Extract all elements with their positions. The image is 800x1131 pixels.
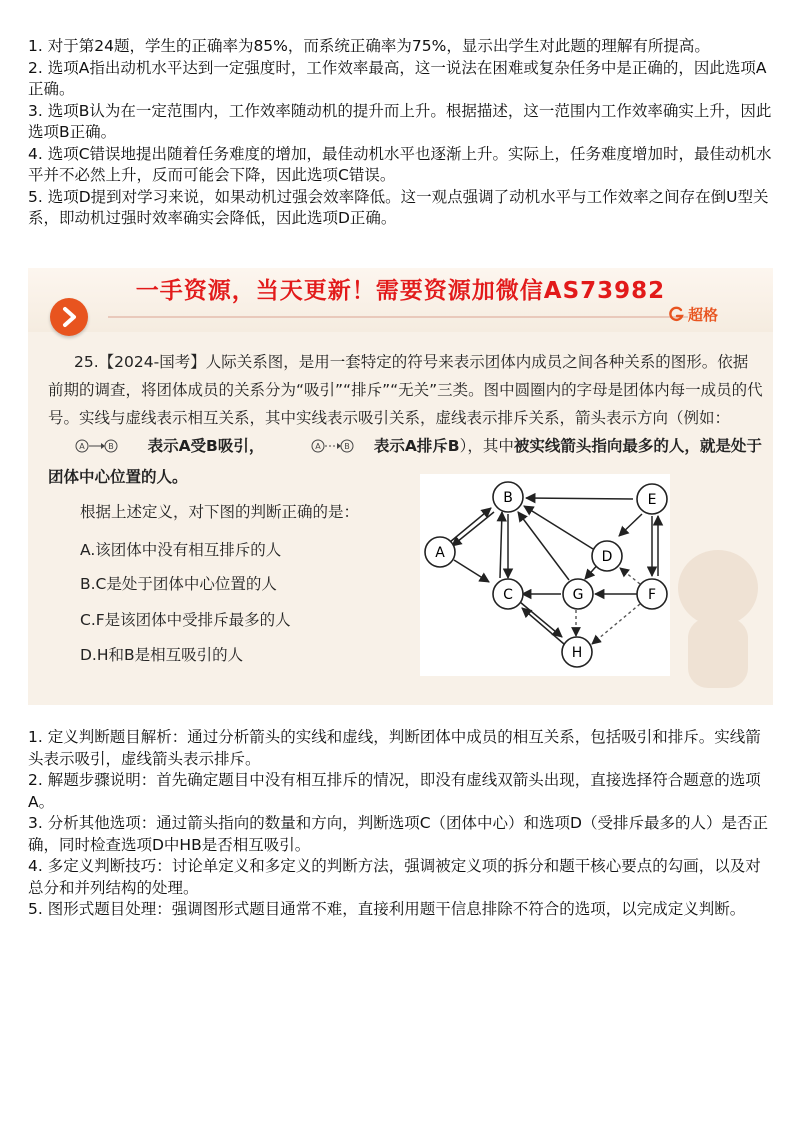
edge-d-b — [524, 506, 593, 549]
node-c-label: C — [503, 587, 513, 603]
list-item: 5. 选项D提到对学习来说，如果动机过强会效率降低。这一观点强调了动机水平与工作效率之间存在倒U型关系，即动机过强时效率确实会降低，因此选项D正确。 — [28, 187, 769, 227]
edge-c-h — [520, 602, 562, 637]
node-b-label: B — [503, 490, 513, 506]
list-item: 2. 解题步骤说明：首先确定题目中没有相互排斥的情况，即没有虚线双箭头出现，直接选择符合题意的选项A。 — [28, 771, 761, 811]
edge-a-b — [450, 508, 491, 542]
node-h-label: H — [571, 645, 583, 661]
node-d-label: D — [601, 549, 613, 565]
edge-e-b — [526, 498, 633, 499]
question-prompt: 根据上述定义，对下图的判断正确的是： — [80, 503, 360, 521]
list-item: 3. 分析其他选项：通过箭头指向的数量和方向，判断选项C（团体中心）和选项D（受排斥最多的人）是否正确，同时检查选项D中HB是否相互吸引。 — [28, 814, 768, 854]
edge-h-c — [522, 608, 564, 644]
svg-text:A: A — [79, 442, 85, 451]
brand-logo — [668, 304, 718, 325]
bottom-analysis-list — [28, 727, 776, 921]
question-panel — [28, 268, 773, 705]
next-button[interactable] — [50, 298, 88, 336]
svg-text:A: A — [315, 442, 321, 451]
brand-name: 超格 — [688, 306, 719, 324]
option-a[interactable]: A.该团体中没有相互排斥的人 — [80, 541, 282, 559]
edge-b-a — [452, 512, 494, 546]
list-item: 1. 对于第24题，学生的正确率为85%，而系统正确率为75%，显示出学生对此题的理解有所提高。 — [28, 37, 710, 55]
brand-logo-icon — [668, 306, 684, 322]
question-text: 25.【2024-国考】人际关系图，是用一套特定的符号来表示团体内成员之间各种关系的图形。依据前期的调查，将团体成员的关系分为“吸引”“排斥”“无关”三类。图中圆圈内的字母是团体内每一成员的代号。实线与虚线表示相互关系，其中实线表示吸引关系，虚线表示排斥关系，箭头表示方向（例如： A B 表示A受B吸引， A B 表示A排斥B），其中被实线箭头指向最多的人，就是处于团体中心位置的人。 — [48, 353, 763, 486]
edge-g-b — [518, 512, 569, 580]
option-b[interactable]: B.C是处于团体中心位置的人 — [80, 575, 277, 593]
option-c[interactable]: C.F是该团体中受排斥最多的人 — [80, 611, 291, 629]
list-item: 4. 选项C错误地提出随着任务难度的增加，最佳动机水平也逐渐上升。实际上，任务难度增加时，最佳动机水平并不必然上升，反而可能会下降，因此选项C错误。 — [28, 144, 772, 184]
header-divider — [108, 316, 688, 318]
top-analysis-list — [28, 36, 776, 230]
list-item: 1. 定义判断题目解析：通过分析箭头的实线和虚线，判断团体中成员的相互关系，包括吸引和排斥。实线箭头表示吸引，虚线箭头表示排斥。 — [28, 728, 761, 768]
list-item: 5. 图形式题目处理：强调图形式题目通常不难，直接利用题干信息排除不符合的选项，以完成定义判断。 — [28, 900, 746, 918]
svg-text:B: B — [108, 442, 114, 451]
list-item: 2. 选项A指出动机水平达到一定强度时，工作效率最高，这一说法在困难或复杂任务中是正确的，因此选项A正确。 — [28, 58, 767, 98]
list-item: 4. 多定义判断技巧：讨论单定义和多定义的判断方法，强调被定义项的拆分和题干核心要点的勾画，以及对总分和并列结构的处理。 — [28, 857, 761, 897]
chevron-right-icon — [50, 298, 88, 336]
edge-f-d — [620, 568, 640, 584]
node-f-label: F — [647, 587, 657, 603]
mascot-watermark — [658, 518, 773, 698]
example-attract-icon — [48, 435, 118, 463]
relationship-graph — [420, 474, 670, 676]
list-item: 3. 选项B认为在一定范围内，工作效率随动机的提升而上升。根据描述，这一范围内工作效率确实上升，因此选项B正确。 — [28, 101, 772, 141]
node-g-label: G — [572, 587, 584, 603]
promo-banner: 一手资源，当天更新！需要资源加微信AS73982 — [135, 278, 666, 304]
node-a-label: A — [435, 545, 445, 561]
example-repel-icon — [284, 435, 354, 463]
node-e-label: E — [647, 492, 657, 508]
edge-a-c — [454, 560, 489, 582]
edge-f-h — [592, 604, 640, 644]
panel-header — [28, 268, 773, 332]
edge-e-d — [619, 514, 642, 536]
option-d[interactable]: D.H和B是相互吸引的人 — [80, 646, 244, 664]
edge-c-b — [500, 512, 502, 578]
svg-text:B: B — [344, 442, 350, 451]
